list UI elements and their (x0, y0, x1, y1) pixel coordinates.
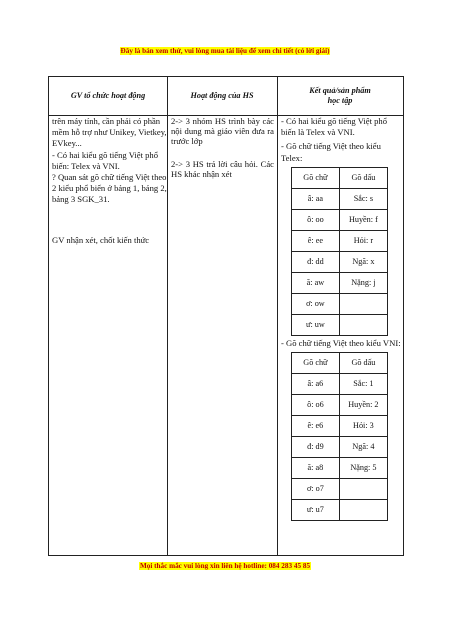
telex-tone-cell: Sắc: s (339, 188, 387, 209)
telex-letter-cell: ơ: ow (292, 293, 340, 314)
vni-tone-cell (339, 500, 387, 521)
vni-letter-cell: ư: u7 (292, 500, 340, 521)
table-row (292, 272, 388, 293)
vni-tone-cell: Sắc: 1 (339, 374, 387, 395)
telex-letter-cell: ê: ee (292, 230, 340, 251)
vni-tone-cell: Ngã: 4 (339, 437, 387, 458)
vni-header-tone: Gõ dấu (339, 353, 387, 374)
vni-letter-cell: đ: d9 (292, 437, 340, 458)
student-text-answer: 2-> 3 HS trả lời câu hỏi. Các HS khác nhận xét (171, 159, 274, 179)
vni-table (291, 352, 388, 521)
telex-tone-cell: Nặng: j (339, 272, 387, 293)
telex-letter-cell: ă: aw (292, 272, 340, 293)
table-row (292, 230, 388, 251)
table-row (292, 251, 388, 272)
table-row (292, 167, 388, 188)
table-row (292, 209, 388, 230)
telex-title: - Gõ chữ tiếng Việt theo kiểu Telex: (281, 141, 381, 163)
hotline-banner (0, 562, 450, 570)
vni-letter-cell: ă: a8 (292, 458, 340, 479)
student-text-present: 2-> 3 nhóm HS trình bày các nội dung mà giáo viên đưa ra trước lớp (171, 116, 274, 146)
telex-tone-cell: Huyền: f (339, 209, 387, 230)
telex-table (291, 167, 388, 336)
telex-letter-cell: đ: dd (292, 251, 340, 272)
outcome-intro: - Có hai kiểu gõ tiếng Việt phổ biến là Telex và VNI. (281, 116, 388, 138)
teacher-activity-cell (52, 116, 167, 246)
telex-letter-cell: ô: oo (292, 209, 340, 230)
telex-tone-cell (339, 293, 387, 314)
header-student-activity: Hoạt động của HS (190, 91, 254, 100)
vni-tone-cell: Huyền: 2 (339, 395, 387, 416)
header-learning-outcome: Kết quả/sản phẩm học tập (309, 86, 371, 105)
vni-letter-cell: ê: e6 (292, 416, 340, 437)
telex-letter-cell: â: aa (292, 188, 340, 209)
lesson-activity-table (48, 76, 404, 556)
table-row (292, 479, 388, 500)
column-divider (277, 77, 278, 555)
vni-tone-cell (339, 479, 387, 500)
student-activity-cell (171, 116, 274, 179)
table-row (292, 437, 388, 458)
preview-notice-text: Đây là bản xem thử, vui lòng mua tài liệu để xem chi tiết (có lời giải) (120, 47, 330, 55)
table-header-row (49, 77, 403, 116)
telex-letter-cell: ư: uw (292, 314, 340, 335)
vni-letter-cell: ô: o6 (292, 395, 340, 416)
teacher-text-conclusion: GV nhận xét, chốt kiến thức (52, 234, 150, 245)
table-row (292, 416, 388, 437)
header-teacher-activity: GV tổ chức hoạt động (70, 91, 146, 100)
table-row (292, 374, 388, 395)
vni-letter-cell: â: a6 (292, 374, 340, 395)
telex-header-tone: Gõ dấu (339, 167, 387, 188)
hotline-text: Mọi thắc mắc vui lòng xin liên hệ hotline: 084 283 45 85 (139, 562, 311, 570)
telex-tone-cell: Hỏi: r (339, 230, 387, 251)
telex-tone-cell: Ngã: x (339, 251, 387, 272)
telex-header-letter: Gõ chữ (292, 167, 340, 188)
table-row (292, 188, 388, 209)
table-row (292, 314, 388, 335)
vni-title: - Gõ chữ tiếng Việt theo kiểu VNI: (281, 337, 401, 348)
preview-notice-banner (0, 47, 450, 55)
learning-outcome-cell (281, 116, 401, 521)
telex-tone-cell (339, 314, 387, 335)
table-row (292, 353, 388, 374)
vni-tone-cell: Hỏi: 3 (339, 416, 387, 437)
teacher-text-question: ? Quan sát gõ chữ tiếng Việt theo 2 kiểu phổ biến ở bảng 1, bảng 2, bảng 3 SGK_31. (52, 172, 167, 205)
table-row (292, 458, 388, 479)
table-row (292, 395, 388, 416)
table-row (292, 500, 388, 521)
table-row (292, 293, 388, 314)
vni-tone-cell: Nặng: 5 (339, 458, 387, 479)
vni-letter-cell: ơ: o7 (292, 479, 340, 500)
vni-header-letter: Gõ chữ (292, 353, 340, 374)
column-divider (167, 77, 168, 555)
teacher-text-software: trên máy tính, cần phải có phần mềm hỗ trợ như Unikey, Vietkey, EVkey... (52, 116, 167, 149)
teacher-text-typing-styles: - Có hai kiểu gõ tiếng Việt phổ biến: Telex và VNI. (52, 149, 159, 171)
